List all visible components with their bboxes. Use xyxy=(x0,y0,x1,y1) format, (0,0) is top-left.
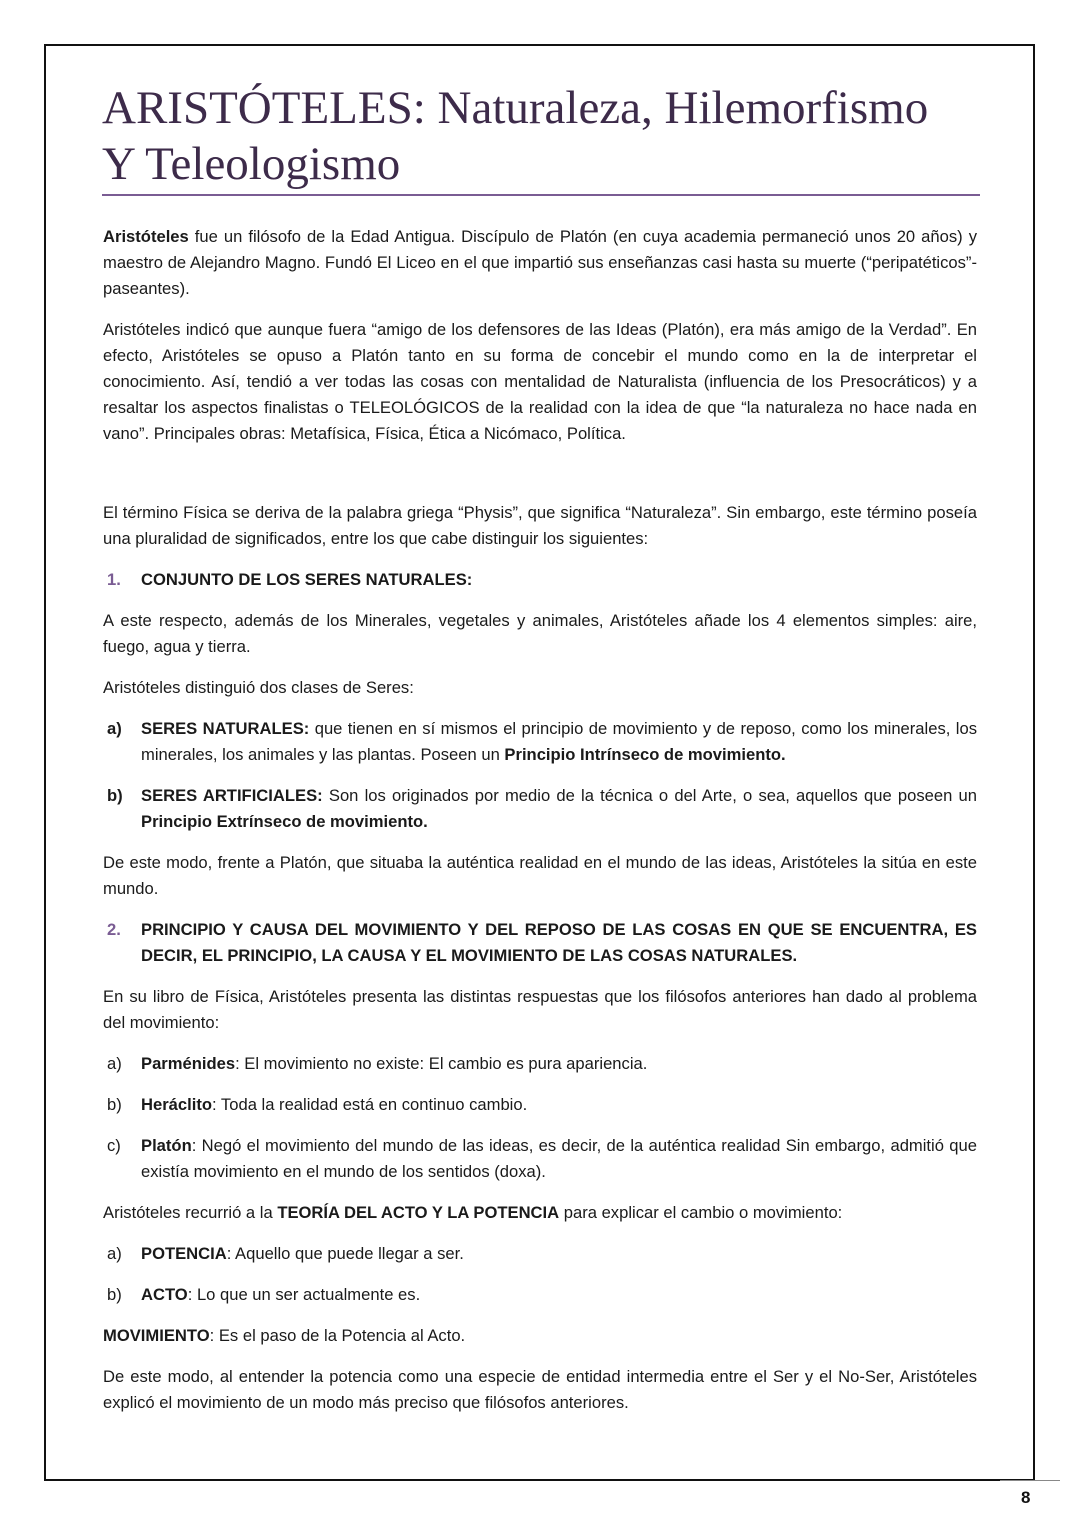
term-bold: Parménides xyxy=(141,1054,236,1073)
term-text: Son los originados por medio de la técnica o del Arte, o sea, aquellos que poseen un xyxy=(322,786,978,805)
list-item-acto xyxy=(103,1282,977,1308)
section-2-title: PRINCIPIO Y CAUSA DEL MOVIMIENTO Y DEL REPOSO DE LAS COSAS EN QUE SE ENCUENTRA, ES DECIR, EL PRINCIPIO, LA CAUSA Y EL MOVIMIENTO DE LAS COSAS NATURALES. xyxy=(141,920,977,965)
list-item-potencia xyxy=(103,1241,977,1267)
intro-p1-text: fue un filósofo de la Edad Antigua. Discípulo de Platón (en cuya academia permaneció unos 20 años) y maestro de Alejandro Magno. Fundó El Liceo en el que impartió sus enseñanzas casi hasta su muerte (“peripatéticos”-paseantes). xyxy=(103,227,977,298)
list-marker: a) xyxy=(107,1244,122,1263)
intro-paragraph-2: Aristóteles indicó que aunque fuera “amigo de los defensores de las Ideas (Platón), era más amigo de la Verdad”. En efecto, Aristóteles se opuso a Platón tanto en su forma de concebir el mundo como en la de interpretar el conocimiento. Así, tendió a ver todas las cosas con mentalidad de Naturalista (influencia de los Presocráticos) y a resaltar los aspectos finalistas o TELEOLÓGICOS de la realidad con la idea de que “la naturaleza no hace nada en vano”. Principales obras: Metafísica, Física, Ética a Nicómaco, Política. xyxy=(103,320,977,443)
section-1-paragraph-1: A este respecto, además de los Minerales, vegetales y animales, Aristóteles añade los 4 elementos simples: aire, fuego, agua y tierra. xyxy=(103,611,977,656)
list-item-text xyxy=(141,1282,977,1308)
footer-rule xyxy=(1000,1480,1060,1481)
term-bold: POTENCIA xyxy=(141,1244,227,1263)
theory-post: para explicar el cambio o movimiento: xyxy=(559,1203,843,1222)
movement-bold: MOVIMIENTO xyxy=(103,1326,210,1345)
list-item-heraclito xyxy=(103,1092,977,1118)
list-marker: a) xyxy=(107,719,122,738)
term-text: que tienen en sí mismos el principio de movimiento y de reposo, como los minerales, los minerales, los animales y las plantas. Poseen un xyxy=(141,719,977,764)
section-1-paragraph-2: Aristóteles distinguió dos clases de Seres: xyxy=(103,678,414,697)
list-item-text xyxy=(141,1241,977,1267)
list-item-text xyxy=(141,783,977,835)
term-bold: Heráclito xyxy=(141,1095,213,1114)
title-underline xyxy=(102,194,980,196)
list-item-text xyxy=(141,1092,977,1118)
term-text: : Lo que un ser actualmente es. xyxy=(187,1285,421,1304)
list-marker: b) xyxy=(107,786,123,805)
term-bold: SERES NATURALES: xyxy=(141,719,310,738)
list-item-text xyxy=(141,1133,977,1185)
term-text: : Toda la realidad está en continuo cambio. xyxy=(212,1095,528,1114)
term-bold-2: Principio Extrínseco de movimiento. xyxy=(141,812,428,831)
term-text: : Aquello que puede llegar a ser. xyxy=(226,1244,464,1263)
physis-paragraph: El término Física se deriva de la palabra griega “Physis”, que significa “Naturaleza”. Sin embargo, este término poseía una pluralidad de significados, entre los que cabe distinguir los siguientes: xyxy=(103,503,977,548)
term-bold: ACTO xyxy=(141,1285,188,1304)
spacer xyxy=(103,462,977,500)
title-line-1: ARISTÓTELES: Naturaleza, Hilemorfismo xyxy=(102,82,929,134)
title-line-2: Y Teleologismo xyxy=(102,138,401,190)
term-text: : Negó el movimiento del mundo de las ideas, es decir, de la auténtica realidad Sin embargo, admitió que existía movimiento en el mundo de los sentidos (doxa). xyxy=(141,1136,977,1181)
document-body xyxy=(103,224,977,1431)
list-marker: b) xyxy=(107,1095,122,1114)
movement-text: : Es el paso de la Potencia al Acto. xyxy=(209,1326,466,1345)
list-marker: b) xyxy=(107,1285,122,1304)
list-marker: c) xyxy=(107,1136,121,1155)
section-1-number: 1. xyxy=(107,570,121,589)
list-item-seres-naturales xyxy=(103,716,977,768)
section-1-paragraph-3: De este modo, frente a Platón, que situaba la auténtica realidad en el mundo de las ideas, Aristóteles la sitúa en este mundo. xyxy=(103,853,977,898)
term-bold: SERES ARTIFICIALES: xyxy=(141,786,323,805)
list-marker: a) xyxy=(107,1054,122,1073)
section-1-title: CONJUNTO DE LOS SERES NATURALES: xyxy=(141,570,473,589)
section-1-heading xyxy=(103,567,977,593)
intro-bold-name: Aristóteles xyxy=(103,227,189,246)
theory-bold: TEORÍA DEL ACTO Y LA POTENCIA xyxy=(277,1203,560,1222)
intro-paragraph-1 xyxy=(103,224,977,302)
list-item-text xyxy=(141,1051,977,1077)
list-item-seres-artificiales xyxy=(103,783,977,835)
theory-paragraph xyxy=(103,1200,977,1226)
movement-definition xyxy=(103,1323,977,1349)
list-item-platon xyxy=(103,1133,977,1185)
section-2-paragraph-1: En su libro de Física, Aristóteles presenta las distintas respuestas que los filósofos anteriores han dado al problema del movimiento: xyxy=(103,987,977,1032)
page-title xyxy=(102,80,982,192)
list-item-text xyxy=(141,716,977,768)
closing-paragraph: De este modo, al entender la potencia como una especie de entidad intermedia entre el Ser y el No-Ser, Aristóteles explicó el movimiento de un modo más preciso que filósofos anteriores. xyxy=(103,1367,977,1412)
term-text: : El movimiento no existe: El cambio es pura apariencia. xyxy=(235,1054,648,1073)
list-item-parmenides xyxy=(103,1051,977,1077)
page-number: 8 xyxy=(1021,1488,1031,1507)
term-bold-2: Principio Intrínseco de movimiento. xyxy=(504,745,786,764)
theory-pre: Aristóteles recurrió a la xyxy=(103,1203,278,1222)
term-bold: Platón xyxy=(141,1136,192,1155)
section-2-number: 2. xyxy=(107,920,121,939)
section-2-heading xyxy=(103,917,977,969)
